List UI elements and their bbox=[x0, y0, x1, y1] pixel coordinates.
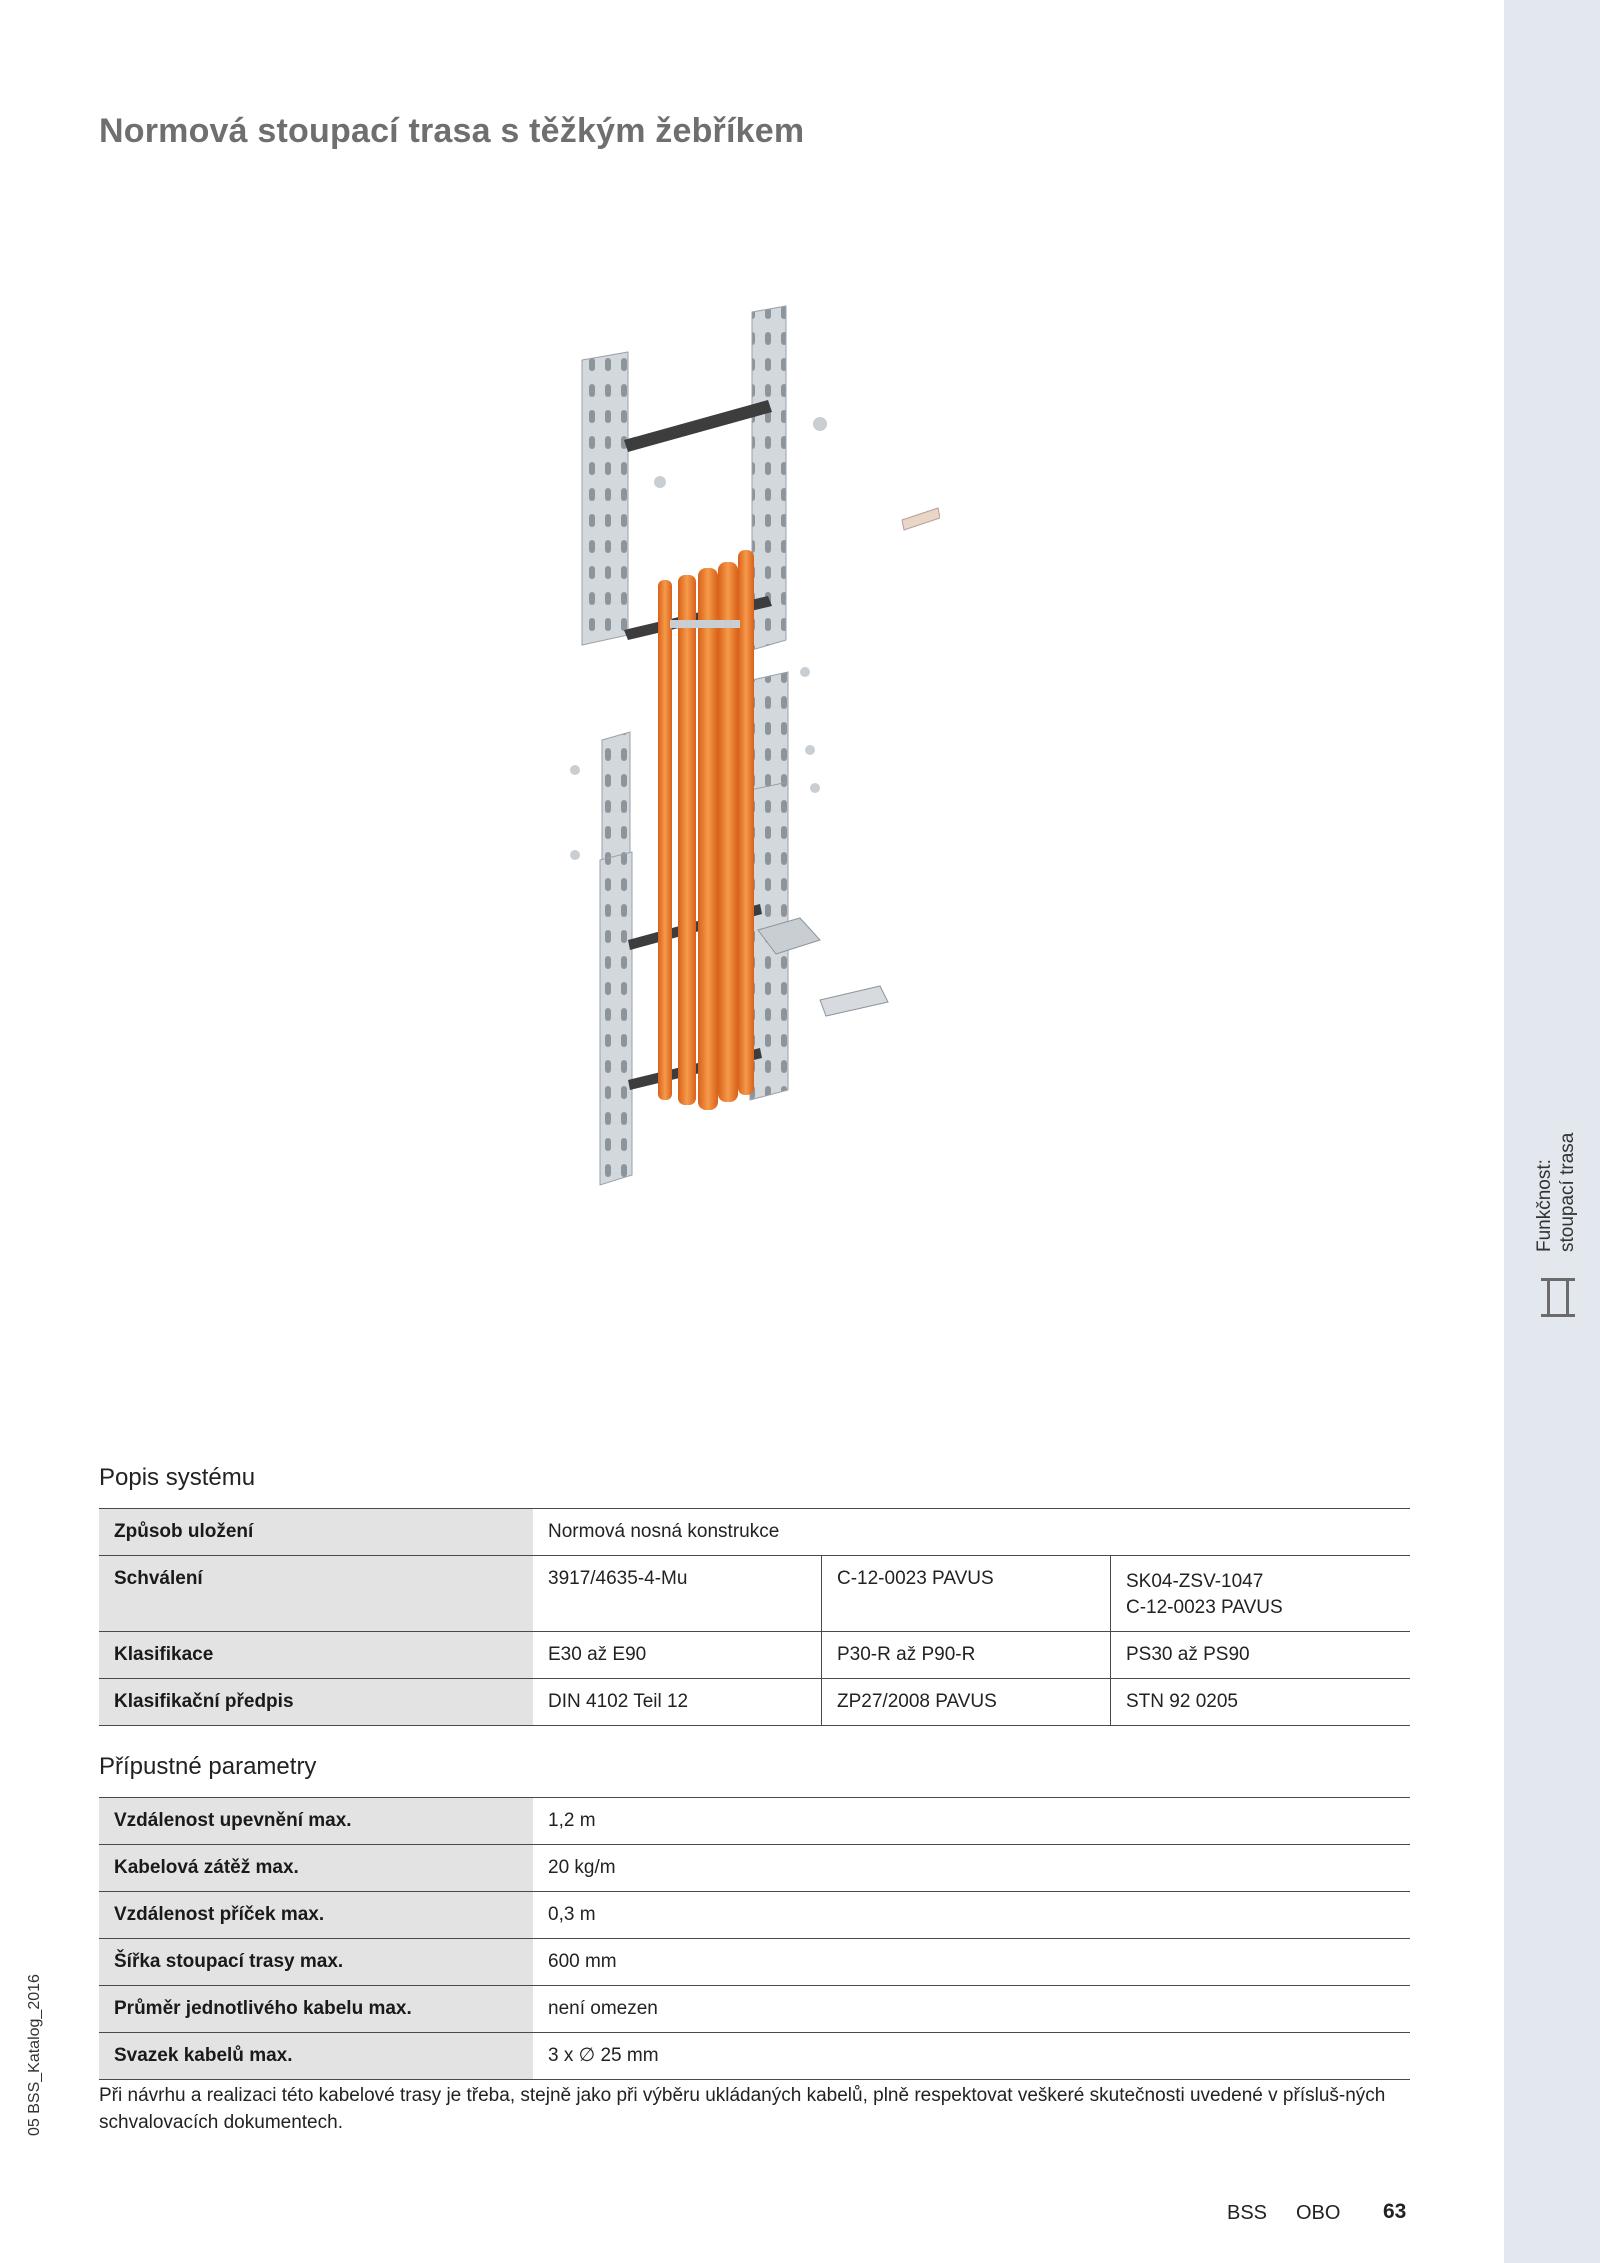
row-value: 3917/4635-4-Mu bbox=[533, 1556, 822, 1632]
row-value: není omezen bbox=[533, 1986, 1410, 2033]
row-value: 0,3 m bbox=[533, 1892, 1410, 1939]
row-value-line: C-12-0023 PAVUS bbox=[1126, 1597, 1283, 1618]
row-value-line: SK04-ZSV-1047 bbox=[1126, 1571, 1264, 1592]
row-label: Klasifikace bbox=[99, 1632, 533, 1679]
row-value: Normová nosná konstrukce bbox=[533, 1509, 1410, 1556]
table-row bbox=[99, 1509, 1410, 1556]
row-value: 1,2 m bbox=[533, 1798, 1410, 1845]
side-tab-line1: Funkčnost: bbox=[1534, 1159, 1555, 1252]
row-label: Klasifikační předpis bbox=[99, 1679, 533, 1726]
table-row bbox=[99, 1986, 1410, 2033]
ladder-icon bbox=[1538, 1276, 1578, 1320]
row-value: C-12-0023 PAVUS bbox=[822, 1556, 1111, 1632]
page-title: Normová stoupací trasa s těžkým žebříkem bbox=[99, 112, 805, 150]
row-value: DIN 4102 Teil 12 bbox=[533, 1679, 822, 1726]
row-label: Vzdálenost příček max. bbox=[99, 1892, 533, 1939]
row-value: E30 až E90 bbox=[533, 1632, 822, 1679]
row-value bbox=[1111, 1556, 1411, 1632]
cable-bundle bbox=[658, 550, 754, 1110]
table-row bbox=[99, 1798, 1410, 1845]
table-row bbox=[99, 1556, 1410, 1632]
row-label: Způsob uložení bbox=[99, 1509, 533, 1556]
table-row bbox=[99, 1679, 1410, 1726]
params-heading: Přípustné parametry bbox=[99, 1753, 317, 1780]
row-label: Vzdálenost upevnění max. bbox=[99, 1798, 533, 1845]
approval-note: Při návrhu a realizaci této kabelové trasy je třeba, stejně jako při výběru ukládaných kabelů, plně respektovat veškeré skutečnosti uvedené v přísluš-ných schvalovacích dokumentech. bbox=[99, 2085, 1386, 2133]
catalog-label: 05 BSS_Katalog_2016 bbox=[26, 1974, 43, 2136]
table-row bbox=[99, 1632, 1410, 1679]
page-number: 63 bbox=[1383, 2200, 1407, 2223]
table-row bbox=[99, 2033, 1410, 2080]
params-table bbox=[99, 1797, 1410, 2080]
row-value: 20 kg/m bbox=[533, 1845, 1410, 1892]
row-value: 600 mm bbox=[533, 1939, 1410, 1986]
row-label: Kabelová zátěž max. bbox=[99, 1845, 533, 1892]
table-row bbox=[99, 1845, 1410, 1892]
row-label: Svazek kabelů max. bbox=[99, 2033, 533, 2080]
system-heading: Popis systému bbox=[99, 1464, 256, 1491]
mounting-part bbox=[902, 508, 940, 530]
side-tab-label bbox=[1533, 972, 1579, 1252]
riser-ladder-illustration bbox=[520, 300, 940, 1200]
table-row bbox=[99, 1939, 1410, 1986]
footer-brand-bss: BSS bbox=[1227, 2202, 1268, 2224]
row-value: STN 92 0205 bbox=[1111, 1679, 1411, 1726]
row-value: ZP27/2008 PAVUS bbox=[822, 1679, 1111, 1726]
footer-brand-obo: OBO bbox=[1296, 2202, 1341, 2224]
row-label: Schválení bbox=[99, 1556, 533, 1632]
row-label: Průměr jednotlivého kabelu max. bbox=[99, 1986, 533, 2033]
side-tab-line2: stoupací trasa bbox=[1557, 1132, 1578, 1252]
row-value: P30-R až P90-R bbox=[822, 1632, 1111, 1679]
table-row bbox=[99, 1892, 1410, 1939]
row-value: 3 x ∅ 25 mm bbox=[533, 2033, 1410, 2080]
row-value: PS30 až PS90 bbox=[1111, 1632, 1411, 1679]
system-table bbox=[99, 1508, 1410, 1726]
row-label: Šířka stoupací trasy max. bbox=[99, 1939, 533, 1986]
